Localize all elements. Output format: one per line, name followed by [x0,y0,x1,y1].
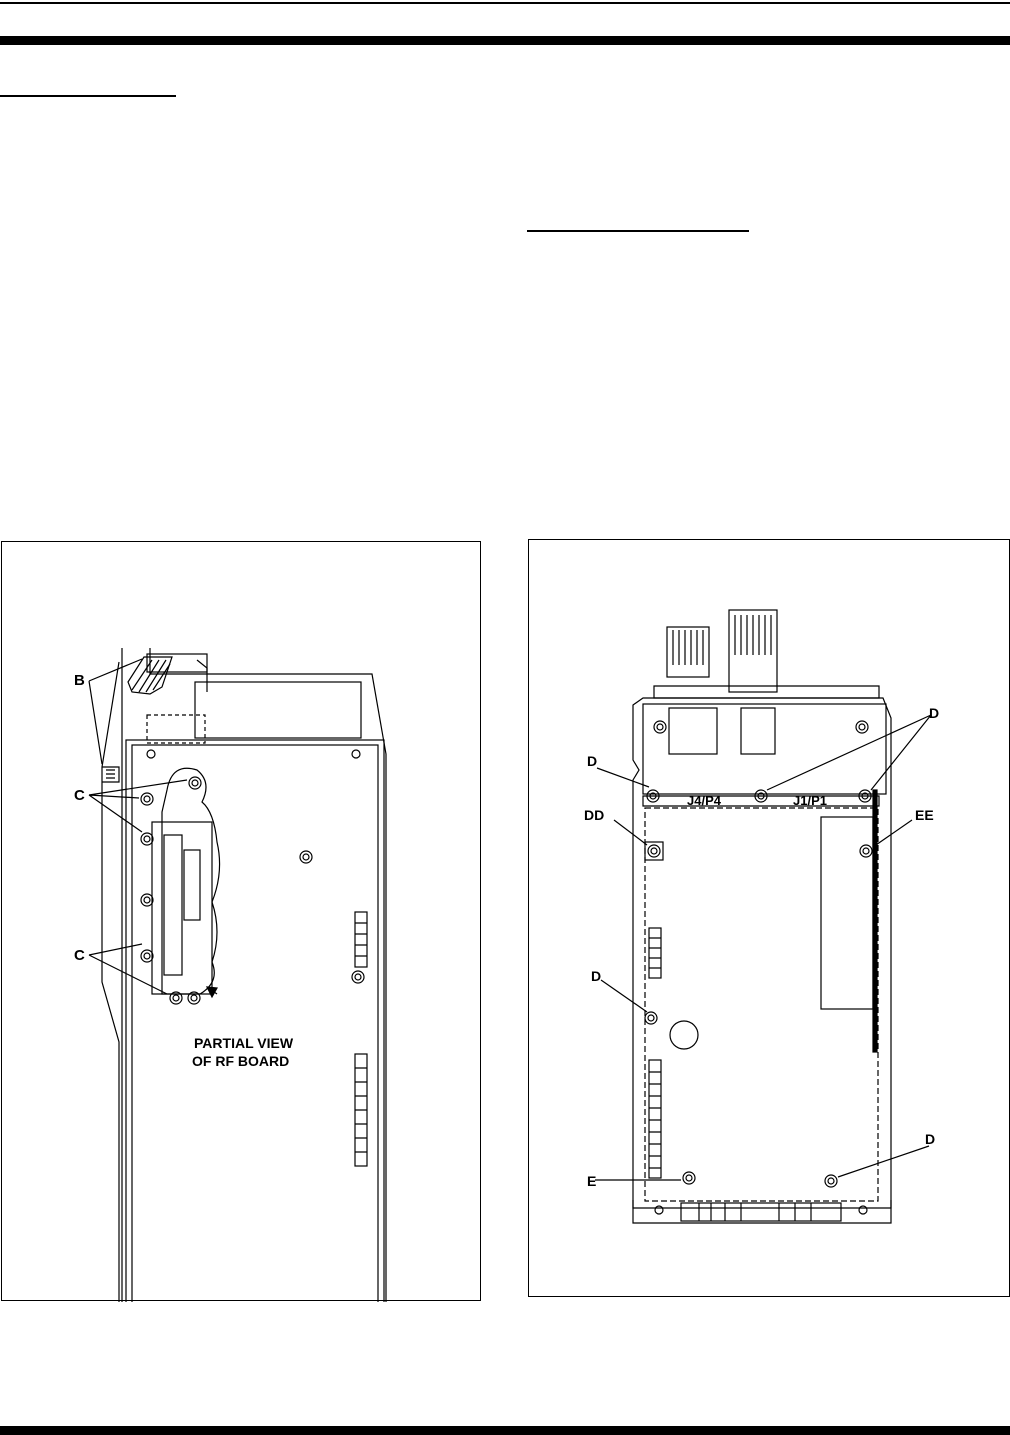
logic-board-drawing [529,540,1010,1298]
callout-d-top-right: D [929,705,940,721]
callout-c-upper: C [74,787,85,804]
callout-b: B [74,672,85,689]
logic-board-removal-figure [528,539,1010,1297]
rf-board-drawing [2,542,482,1302]
partial-view-caption-line1: PARTIAL VIEW [194,1035,294,1051]
callout-d-bottom: D [925,1131,936,1147]
top-thin-rule [0,2,1010,4]
bottom-thick-rule [0,1426,1010,1435]
callout-ee: EE [915,807,934,823]
callout-e: E [587,1173,597,1189]
callout-dd: DD [584,807,605,823]
callout-d-top-left: D [587,753,598,769]
connector-j1-label: J1/P1 [793,793,827,808]
callout-c-middle: C [74,947,85,964]
connector-j4-label: J4/P4 [687,793,721,808]
section-heading-underline [0,95,176,97]
top-thick-rule [0,36,1010,45]
rf-board-removal-figure [1,541,481,1301]
callout-d-middle: D [591,968,602,984]
partial-view-caption-line2: OF RF BOARD [192,1053,290,1069]
subsection-heading-underline [527,230,749,232]
